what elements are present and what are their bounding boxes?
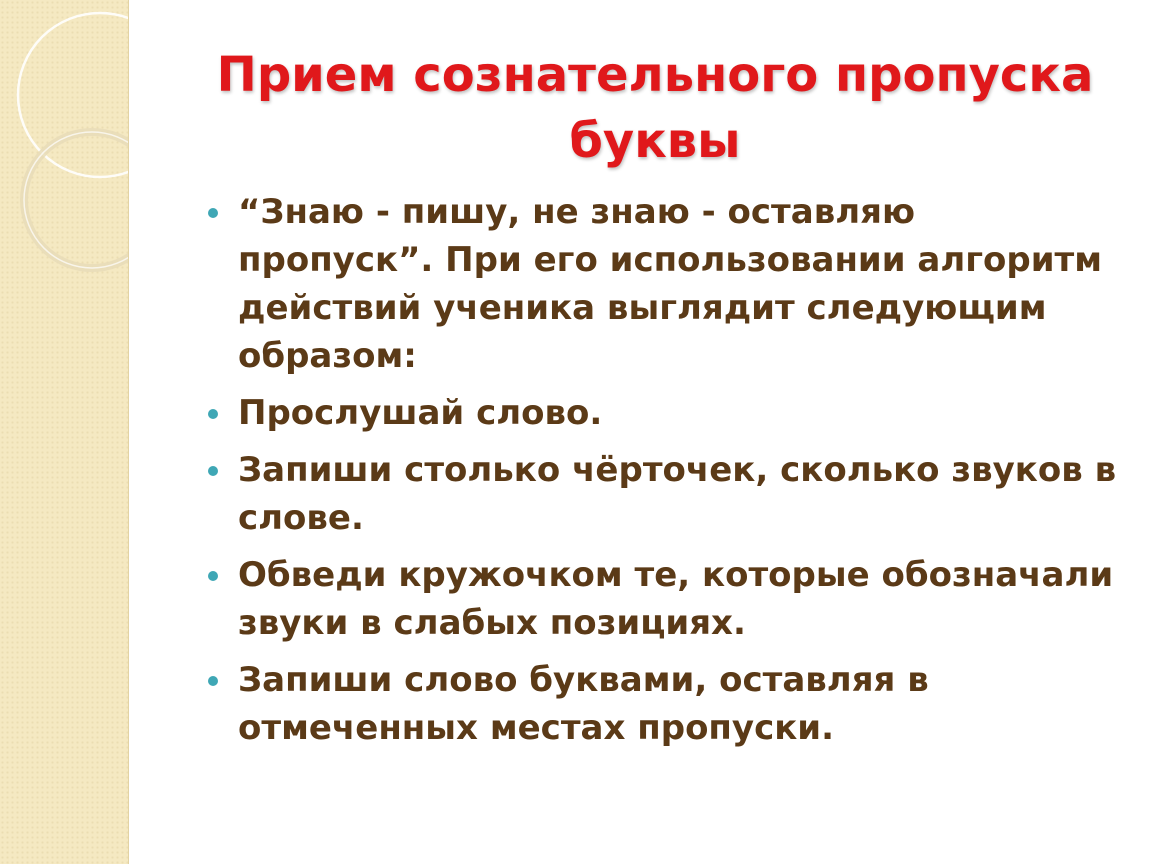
circle-bullet-icon	[208, 466, 218, 476]
circle-bullet-icon	[208, 571, 218, 581]
list-item	[238, 551, 1118, 647]
list-item	[238, 656, 1118, 752]
circle-bullet-icon	[208, 208, 218, 218]
list-item-text: Запиши столько чёрточек, сколько звуков в слове.	[238, 450, 1117, 538]
list-item	[238, 188, 1118, 380]
list-item-text: Запиши слово буквами, оставляя в отмеченных местах пропуски.	[238, 660, 929, 748]
list-item	[238, 446, 1118, 542]
decorative-side-strip	[0, 0, 129, 864]
circle-bullet-icon	[208, 409, 218, 419]
decorative-rings-icon	[0, 0, 128, 864]
list-item-text: “Знаю - пишу, не знаю - оставляю пропуск”. При его использовании алгоритм действий ученика выглядит следующим образом:	[238, 192, 1103, 376]
list-item-text: Прослушай слово.	[238, 393, 603, 433]
list-item-text: Обведи кружочком те, которые обозначали звуки в слабых позициях.	[238, 555, 1114, 643]
circle-bullet-icon	[208, 676, 218, 686]
slide-title: Прием сознательного пропуска буквы	[216, 47, 1094, 169]
list-item	[238, 389, 1118, 437]
bullet-list	[238, 188, 1118, 761]
